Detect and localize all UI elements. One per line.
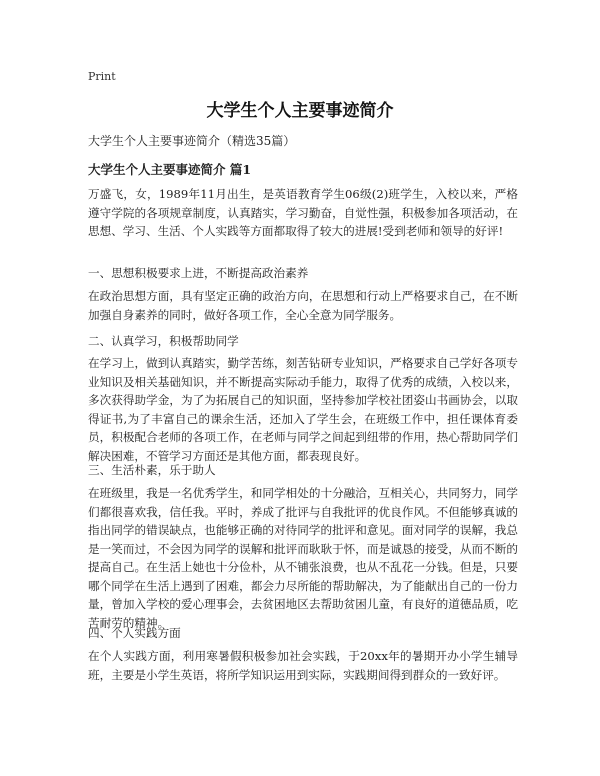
document-title: 大学生个人主要事迹简介 xyxy=(206,101,394,121)
section-heading-3: 三、生活朴素，乐于助人 xyxy=(88,463,216,477)
section-heading-1: 一、思想积极要求上进，不断提高政治素养 xyxy=(88,266,309,280)
section-title: 大学生个人主要事迹简介 篇1 xyxy=(88,162,252,177)
section-heading-4: 四、个人实践方面 xyxy=(88,626,181,640)
section-body-1: 在政治思想方面，具有坚定正确的政治方向，在思想和行动上严格要求自己，在不断加强自身素养的同时，做好各项工作，全心全意为同学服务。 xyxy=(88,289,518,322)
intro-paragraph: 万盛飞，女，1989年11月出生，是英语教育学生06级(2)班学生，入校以来，严格遵守学院的各项规章制度，认真踏实，学习勤奋，自觉性强，积极参加各项活动，在思想、学习、生活、个人实践等方面都取得了较大的进展!受到老师和领导的好评! xyxy=(88,187,518,238)
document-subtitle: 大学生个人主要事迹简介（精选35篇） xyxy=(88,134,296,148)
section-body-3: 在班级里，我是一名优秀学生，和同学相处的十分融洽，互相关心，共同努力，同学们都很喜欢我，信任我。平时，养成了批评与自我批评的优良作风。不但能够真诚的指出同学的错误缺点，也能够正确的对待同学的批评和意见。面对同学的误解，我总是一笑而过，不会因为同学的误解和批评而耿耿于怀，而是诚恳的接受，从而不断的提高自己。在生活上她也十分俭朴，从不铺张浪费，也从不乱花一分钱。但是，只要哪个同学在生活上遇到了困难，都会力尽所能的帮助解决，为了能献出自己的一份力量，曾加入学校的爱心理事会，去贫困地区去帮助贫困儿童，有良好的道德品质，吃苦耐劳的精神。 xyxy=(88,486,518,630)
print-link[interactable]: Print xyxy=(88,70,116,83)
section-body-4: 在个人实践方面，利用寒暑假积极参加社会实践，于20xx年的暑期开办小学生辅导班，主要是小学生英语，将所学知识运用到实际，实践期间得到群众的一致好评。 xyxy=(88,649,518,682)
section-heading-2: 二、认真学习，积极帮助同学 xyxy=(88,334,239,348)
section-body-2: 在学习上，做到认真踏实，勤学苦练，刻苦钻研专业知识，严格要求自己学好各项专业知识及相关基础知识，并不断提高实际动手能力，取得了优秀的成绩，入校以来，多次获得助学金，为了为拓展自己的知识面，坚持参加学校社团姿山书画协会，以取得证书,为了丰富自己的课余生活，还加入了学生会，在班级工作中，担任课体育委员，积极配合老师的各项工作，在老师与同学之间起到纽带的作用，热心帮助同学们解决困难，不管学习方面还是其他方面，都表现良好。 xyxy=(88,356,518,463)
